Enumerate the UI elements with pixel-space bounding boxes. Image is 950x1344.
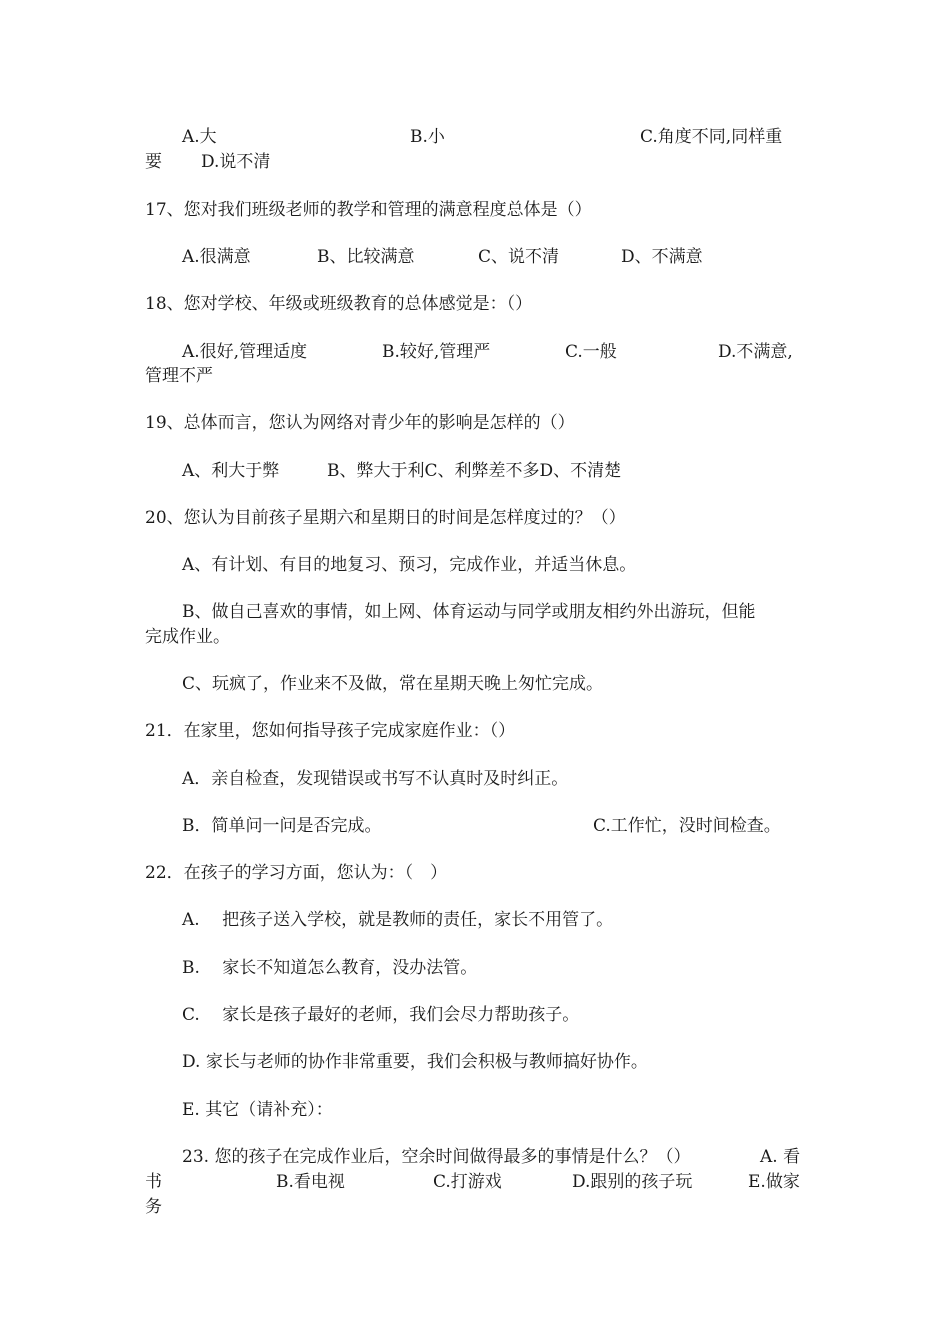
q21-option-a: A．亲自检查，发现错误或书写不认真时及时纠正。: [182, 769, 569, 789]
q17-option-c: C、说不清: [478, 247, 560, 267]
q16-option-b: B.小: [410, 127, 445, 147]
q21-option-c: C.工作忙，没时间检查。: [593, 816, 781, 836]
q21-option-b: B．简单问一问是否完成。: [182, 816, 382, 836]
q16-option-c-start: C.角度不同,同样重: [640, 127, 783, 147]
q20-option-b-start: B、做自己喜欢的事情，如上网、体育运动与同学或朋友相约外出游玩，但能: [182, 602, 756, 622]
q20-option-a: A、有计划、有目的地复习、预习，完成作业，并适当休息。: [182, 555, 637, 575]
q23-option-a-start: A. 看: [760, 1147, 801, 1167]
q22-option-a: A. 把孩子送入学校，就是教师的责任，家长不用管了。: [182, 910, 614, 930]
q17-option-a: A.很满意: [182, 247, 251, 267]
q21-question: 21．在家里，您如何指导孩子完成家庭作业：（）: [145, 721, 516, 741]
q17-option-d: D、不满意: [621, 247, 703, 267]
q20-option-c: C、玩疯了，作业来不及做，常在星期天晚上匆忙完成。: [182, 674, 604, 694]
q16-option-c-end: 要: [145, 152, 162, 172]
q22-option-e: E. 其它（请补充）：: [182, 1100, 333, 1120]
q18-option-d-end: 管理不严: [145, 366, 213, 386]
q18-option-c: C.一般: [565, 342, 617, 362]
q23-option-e-start: E.做家: [748, 1172, 800, 1192]
q16-option-d: D.说不清: [201, 152, 271, 172]
q20-option-b-end: 完成作业。: [145, 627, 230, 647]
q17-option-b: B、比较满意: [317, 247, 415, 267]
q16-option-a: A.大: [182, 127, 217, 147]
q23-option-d: D.跟别的孩子玩: [572, 1172, 693, 1192]
q22-option-c: C. 家长是孩子最好的老师，我们会尽力帮助孩子。: [182, 1005, 580, 1025]
q22-question: 22．在孩子的学习方面，您认为：（ ）: [145, 863, 448, 883]
q23-option-e-end: 务: [145, 1197, 162, 1217]
q18-option-d-start: D.不满意,: [718, 342, 793, 362]
q23-question: 23. 您的孩子在完成作业后，空余时间做得最多的事情是什么？（）: [182, 1147, 691, 1167]
q18-question: 18、您对学校、年级或班级教育的总体感觉是：（）: [145, 294, 533, 314]
q22-option-b: B. 家长不知道怎么教育，没办法管。: [182, 958, 478, 978]
q19-option-bcd: B、弊大于利C、利弊差不多D、不清楚: [327, 461, 622, 481]
q18-option-b: B.较好,管理严: [382, 342, 491, 362]
q20-question: 20、您认为目前孩子星期六和星期日的时间是怎样度过的？（）: [145, 508, 626, 528]
q19-question: 19、总体而言，您认为网络对青少年的影响是怎样的（）: [145, 413, 575, 433]
q22-option-d: D. 家长与老师的协作非常重要，我们会积极与教师搞好协作。: [182, 1052, 648, 1072]
q23-option-c: C.打游戏: [433, 1172, 502, 1192]
q19-option-a: A、利大于弊: [182, 461, 280, 481]
q23-option-a-end: 书: [145, 1172, 162, 1192]
q23-option-b: B.看电视: [276, 1172, 345, 1192]
q17-question: 17、您对我们班级老师的教学和管理的满意程度总体是（）: [145, 200, 592, 220]
q18-option-a: A.很好,管理适度: [182, 342, 308, 362]
